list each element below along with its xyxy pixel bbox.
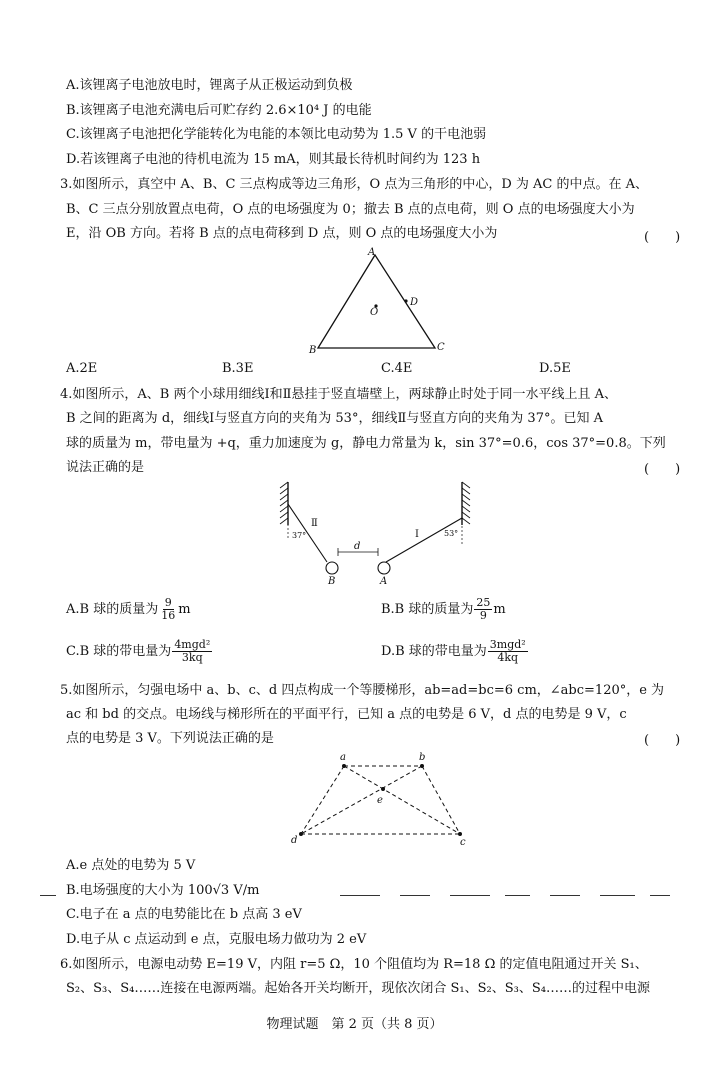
- q3-label-b: B: [309, 345, 317, 356]
- q5-trapezoid-figure: [285, 750, 475, 850]
- q3-text-line3: E，沿 OB 方向。若将 B 点的点电荷移到 D 点，则 O 点的电场强度大小为: [66, 226, 498, 241]
- q5-label-a: a: [340, 752, 346, 763]
- q4-option-b: B.B 球的质量为 $\frac{25}{9}$ m: [381, 596, 506, 622]
- q3-option-d: D.5E: [539, 361, 571, 376]
- q4-pendulum-figure: [280, 480, 480, 585]
- prev-option-b: B.该锂离子电池充满电后可贮存约 2.6×10⁴ J 的电能: [66, 103, 372, 118]
- q5-text-line3: 点的电势是 3 V。下列说法正确的是: [66, 731, 274, 746]
- q5-option-b: B.电场强度的大小为 100√3 V/m: [66, 883, 260, 898]
- q3-text-line1: 3.如图所示，真空中 A、B、C 三点构成等边三角形，O 点为三角形的中心，D 为 AC 的中点。在 A、: [60, 177, 649, 192]
- q6-text-line1: 6.如图所示，电源电动势 E=19 V，内阻 r=5 Ω，10 个阻值均为 R=18 Ω 的定值电阻通过开关 S₁、: [60, 957, 648, 972]
- q4-label-string-ii: Ⅱ: [311, 518, 318, 529]
- q4-text-line2: B 之间的距离为 d，细线Ⅰ与竖直方向的夹角为 53°，细线Ⅱ与竖直方向的夹角为 37°。已知 A: [66, 411, 603, 426]
- scan-artifact-dash: [550, 895, 580, 896]
- scan-artifact-dash: [400, 895, 430, 896]
- q4-text-line4: 说法正确的是: [66, 460, 145, 475]
- q6-text-line2: S₂、S₃、S₄……连接在电源两端。起始各开关均断开，现依次闭合 S₁、S₂、S₃、S₄……的过程中电源: [66, 981, 650, 996]
- q4-label-angle-53: 53°: [444, 529, 459, 538]
- q4-label-d: d: [354, 541, 361, 552]
- scan-artifact-dash: [450, 895, 490, 896]
- scan-artifact-dash: [600, 895, 635, 896]
- page-footer: 物理试题 第 2 页（共 8 页）: [266, 1017, 443, 1032]
- q4-option-c: C.B 球的带电量为 $\frac{\text{4mgd²}}{3kq}$: [66, 638, 211, 664]
- q4-answer-bracket: ( ): [644, 462, 681, 477]
- q3-triangle-figure: [300, 245, 460, 360]
- scan-artifact-dash: [340, 895, 380, 896]
- q5-option-c: C.电子在 a 点的电势能比在 b 点高 3 eV: [66, 907, 302, 922]
- q4-label-a: A: [380, 576, 388, 587]
- q3-label-a: A: [368, 247, 376, 258]
- scan-artifact-dash: [40, 895, 56, 896]
- q4-label-string-i: Ⅰ: [415, 529, 419, 540]
- q3-label-o: O: [370, 307, 379, 318]
- q5-text-line2: ac 和 bd 的交点。电场线与梯形所在的平面平行，已知 a 点的电势是 6 V，d 点的电势是 9 V，c: [66, 707, 627, 722]
- q4-option-d: D.B 球的带电量为 $\frac{\text{3mgd²}}{4kq}$: [381, 638, 526, 664]
- q3-option-b: B.3E: [222, 361, 254, 376]
- q3-answer-bracket: ( ): [644, 230, 681, 245]
- q5-label-d: d: [291, 835, 298, 846]
- q4-text-line3: 球的质量为 m，带电量为 +q，重力加速度为 g，静电力常量为 k，sin 37°=0.6，cos 37°=0.8。下列: [66, 436, 666, 451]
- q4-label-b: B: [328, 576, 336, 587]
- q4-text-line1: 4.如图所示，A、B 两个小球用细线Ⅰ和Ⅱ悬挂于竖直墙壁上，两球静止时处于同一水平线上且 A、: [60, 387, 617, 402]
- prev-option-d: D.若该锂离子电池的待机电流为 15 mA，则其最长待机时间约为 123 h: [66, 152, 481, 167]
- q3-label-d: D: [410, 297, 419, 308]
- prev-option-c: C.该锂离子电池把化学能转化为电能的本领比电动势为 1.5 V 的干电池弱: [66, 127, 487, 142]
- q3-text-line2: B、C 三点分别放置点电荷，O 点的电场强度为 0；撤去 B 点的点电荷，则 O 点的电场强度大小为: [66, 202, 635, 217]
- q5-label-e: e: [377, 795, 383, 806]
- scan-artifact-dash: [505, 895, 530, 896]
- q3-label-c: C: [437, 342, 445, 353]
- q3-option-c: C.4E: [381, 361, 413, 376]
- q3-option-a: A.2E: [66, 361, 98, 376]
- scan-artifact-dash: [650, 895, 670, 896]
- q5-answer-bracket: ( ): [644, 733, 681, 748]
- q5-text-line1: 5.如图所示，匀强电场中 a、b、c、d 四点构成一个等腰梯形，ab=ad=bc=6 cm，∠abc=120°，e 为: [60, 683, 665, 698]
- q5-label-c: c: [460, 837, 466, 848]
- prev-option-a: A.该锂离子电池放电时，锂离子从正极运动到负极: [66, 78, 353, 93]
- q5-label-b: b: [419, 752, 426, 763]
- q5-option-a: A.e 点处的电势为 5 V: [66, 858, 196, 873]
- q5-option-d: D.电子从 c 点运动到 e 点，克服电场力做功为 2 eV: [66, 932, 367, 947]
- q4-option-a: A.B 球的质量为 $\frac{9}{16}$ m: [66, 596, 191, 622]
- q4-label-angle-37: 37°: [292, 531, 307, 540]
